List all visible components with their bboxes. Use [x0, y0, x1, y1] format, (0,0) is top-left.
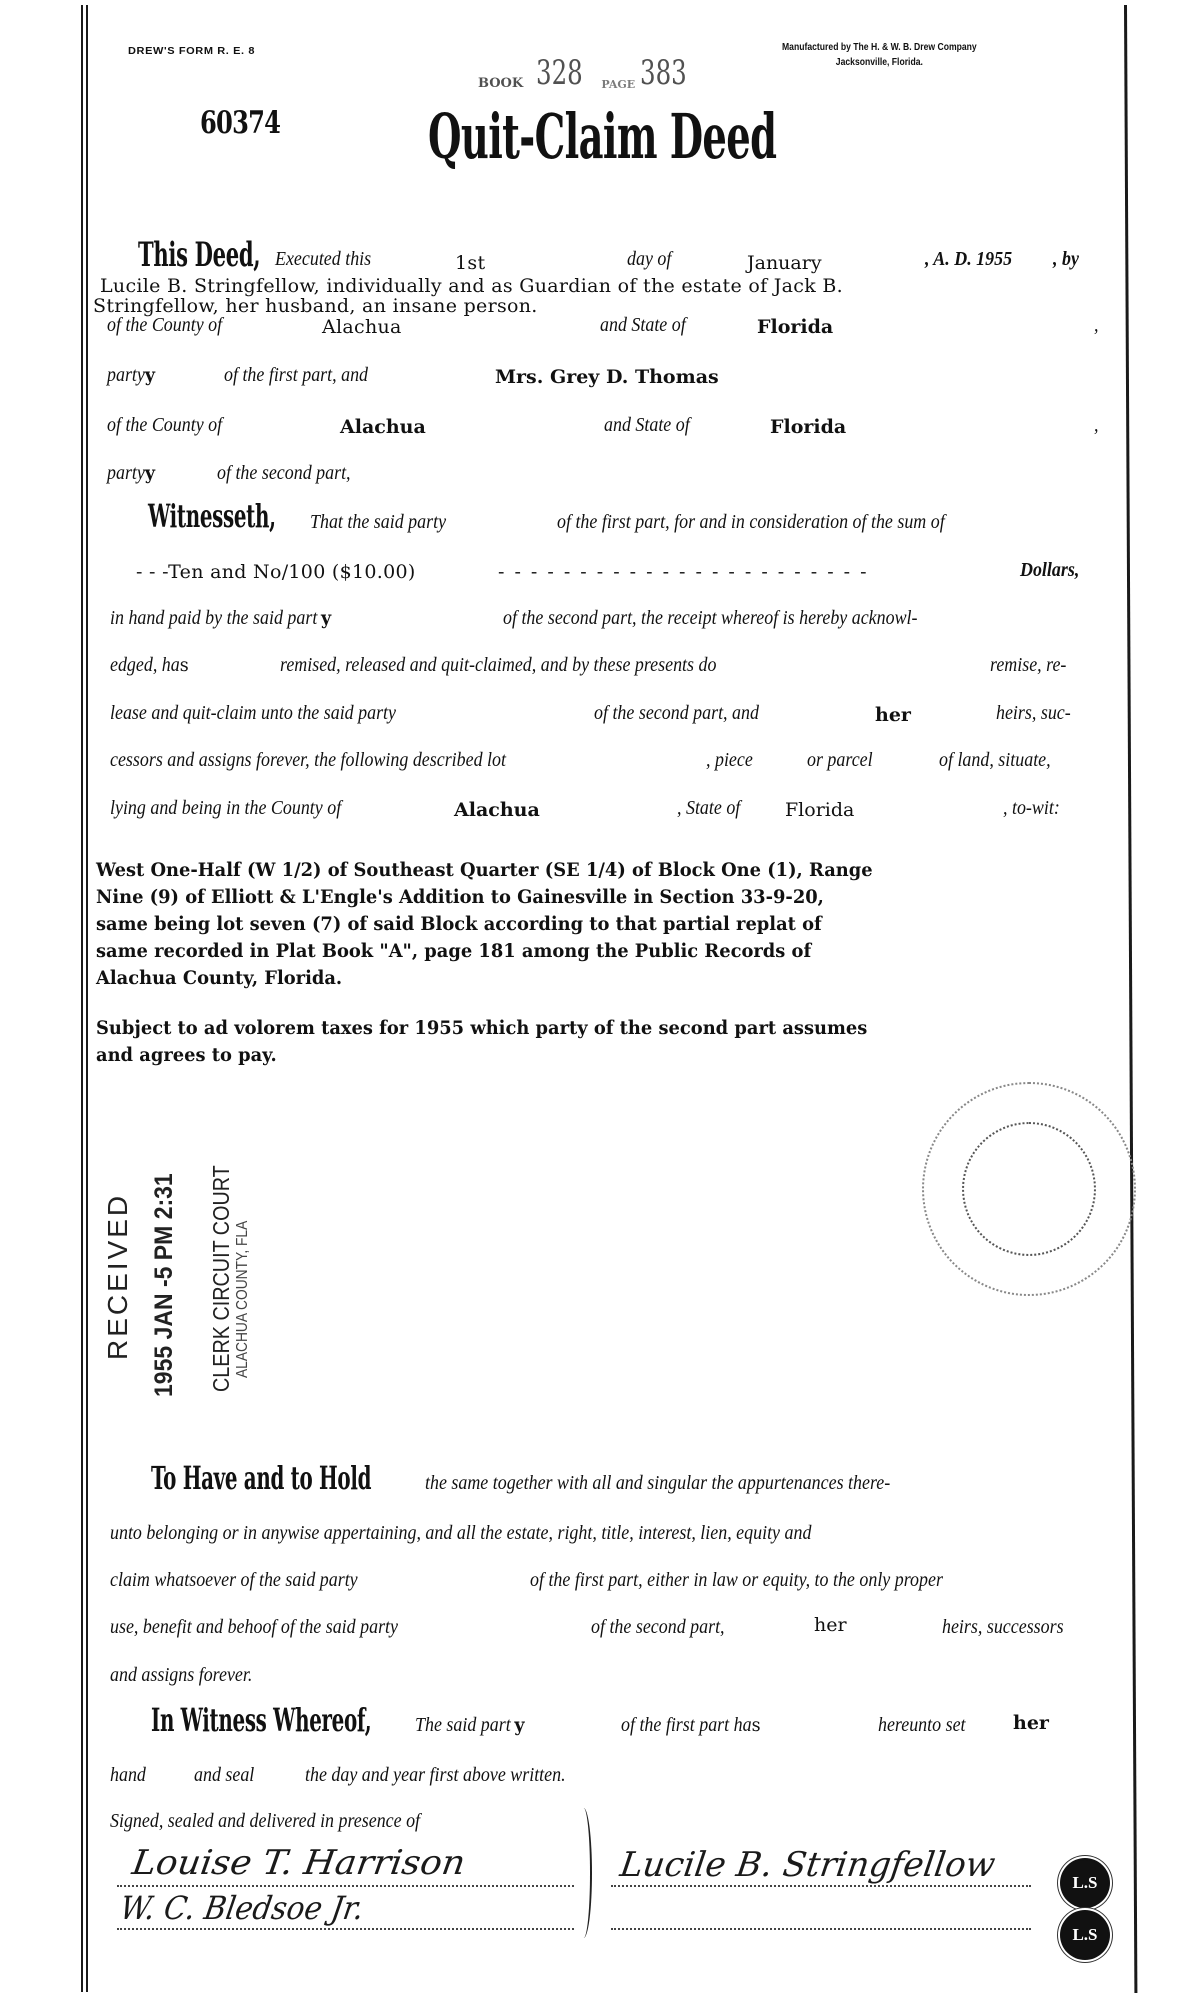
grantee-comma: ,: [1094, 415, 1099, 436]
party-suffix: y: [320, 607, 332, 629]
habendum-line-4a: use, benefit and behoof of the said party: [110, 1617, 399, 1638]
habendum-line-3a: claim whatsoever of the said party: [110, 1570, 358, 1591]
grantor-name-line-2: Stringfellow, her husband, an insane person.: [93, 295, 538, 317]
day-of-label: day of: [627, 249, 672, 270]
page-border-right: [1124, 5, 1137, 1993]
witnesseth-line-2b: remised, released and quit-claimed, and by these presents do: [280, 655, 717, 676]
executed-this-label: Executed this: [275, 249, 372, 270]
party-suffix: y: [514, 1714, 525, 1736]
has-suffix: s: [751, 1714, 761, 1736]
party-suffix: y: [144, 462, 156, 484]
party-suffix: y: [144, 364, 156, 386]
witnesseth-line-4b: , piece: [706, 750, 753, 771]
testimonium-hand: hand: [110, 1765, 146, 1786]
tax-clause-line: and agrees to pay.: [96, 1044, 277, 1066]
habendum-line-5: and assigns forever.: [110, 1665, 253, 1686]
manufacturer-info: [782, 40, 977, 70]
anno-domini-year: , A. D. 1955: [925, 249, 1013, 270]
manufacturer-line-1: Manufactured by The H. & W. B. Drew Company: [782, 41, 977, 53]
this-deed-heading: This Deed,: [138, 235, 261, 275]
book-number: 328: [536, 53, 584, 93]
party-text: party: [107, 463, 145, 484]
property-county: Alachua: [454, 799, 540, 821]
testimonium-line-2c: the day and year first above written.: [305, 1765, 566, 1786]
grantor-county: Alachua: [322, 316, 402, 338]
tax-clause-line: Subject to ad volorem taxes for 1955 which party of the second part assumes: [96, 1017, 868, 1039]
witnesseth-line-3b: of the second part, and: [594, 703, 759, 724]
witnesseth-line-5c: , State of: [677, 798, 741, 819]
habendum-line-4d: heirs, successors: [942, 1617, 1064, 1638]
grantee-pronoun: her: [875, 704, 911, 726]
by-label: , by: [1053, 249, 1079, 270]
grantor-signature: Lucile B. Stringfellow: [617, 1845, 998, 1885]
consideration-label: of the first part, for and in consideration of the sum of: [557, 512, 945, 533]
page-border-left-outer: [81, 5, 83, 1992]
second-signature-line: [611, 1928, 1031, 1930]
tax-clause: [96, 1015, 867, 1069]
received-text: RECEIVED: [102, 1192, 133, 1360]
party-first-label: [107, 366, 155, 386]
grantee-state: Florida: [770, 416, 847, 438]
witnesseth-line-4a: cessors and assigns forever, the following described lot: [110, 750, 506, 771]
habendum-line-3b: of the first part, either in law or equity, to the only proper: [530, 1570, 943, 1591]
legal-description: [96, 857, 873, 992]
that-said-party-label: That the said party: [310, 512, 447, 533]
testimonium-line-1c: hereunto set: [878, 1715, 966, 1736]
document-title: Quit-Claim Deed: [428, 100, 777, 173]
legal-line: Alachua County, Florida.: [96, 967, 343, 989]
witnesseth-line-1b: of the second part, the receipt whereof is hereby acknowl-: [503, 608, 918, 629]
habendum-line-4b: of the second part,: [591, 1617, 725, 1638]
grantee-state-label: and State of: [604, 415, 690, 436]
grantor-comma: ,: [1094, 315, 1099, 336]
witnesseth-heading: Witnesseth,: [148, 497, 276, 535]
signed-in-presence-label: Signed, sealed and delivered in presence of: [110, 1811, 421, 1832]
grantor-name-line-1: Lucile B. Stringfellow, individually and as Guardian of the estate of Jack B.: [100, 275, 844, 297]
received-datetime: 1955 JAN -5 PM 2:31: [150, 1173, 178, 1397]
consideration-amount: - - -Ten and No/100 ($10.00): [136, 561, 416, 583]
seal-label: L.S: [1072, 1925, 1098, 1944]
page-border-left-inner: [86, 5, 88, 1992]
witness-1-signature: Louise T. Harrison: [129, 1843, 468, 1883]
property-state: Florida: [785, 799, 855, 821]
witnesseth-line-4d: of land, situate,: [939, 750, 1051, 771]
grantee-county-label: of the County of: [107, 415, 223, 436]
testimonium-pronoun: her: [1013, 1712, 1049, 1734]
witnesseth-line-1a: [110, 609, 331, 629]
grantor-signature-line: [611, 1885, 1031, 1887]
witnesseth-line-2a: [110, 656, 189, 676]
party-text: party: [107, 365, 145, 386]
manufacturer-line-2: Jacksonville, Florida.: [835, 56, 923, 68]
page-number: 383: [640, 53, 687, 93]
grantor-state: Florida: [757, 316, 834, 338]
form-text: of the first part ha: [621, 1715, 752, 1736]
witness-bracket: [578, 1808, 592, 1938]
legal-line: West One-Half (W 1/2) of Southeast Quarter (SE 1/4) of Block One (1), Range: [96, 859, 873, 881]
testimonium-line-1a: [415, 1716, 525, 1736]
execution-month: January: [747, 252, 822, 274]
witness-2-signature-line: [117, 1928, 574, 1930]
grantee-county: Alachua: [340, 416, 426, 438]
witnesseth-line-2c: remise, re-: [990, 655, 1067, 676]
legal-line: Nine (9) of Elliott & L'Engle's Addition to Gainesville in Section 33-9-20,: [96, 886, 824, 908]
has-suffix: s: [179, 654, 189, 676]
grantor-county-label: of the County of: [107, 315, 223, 336]
to-wit-label: , to-wit:: [1003, 798, 1060, 819]
grantee-name: Mrs. Grey D. Thomas: [495, 366, 719, 388]
witnesseth-line-3a: lease and quit-claim unto the said party: [110, 703, 397, 724]
form-id: DREW'S FORM R. E. 8: [128, 45, 256, 57]
legal-line: same being lot seven (7) of said Block according to that partial replat of: [96, 913, 822, 935]
document-number: 60374: [200, 105, 281, 141]
clerk-office: CLERK CIRCUIT COURT: [208, 1165, 234, 1392]
book-page-stamp: [478, 53, 705, 93]
witnesseth-line-5a: lying and being in the County of: [110, 798, 342, 819]
of-second-part-label: of the second part,: [217, 463, 351, 484]
party-second-label: [107, 464, 155, 484]
clerk-county: ALACHUA COUNTY, FLA: [234, 1220, 251, 1378]
habendum-pronoun: her: [814, 1614, 847, 1636]
habendum-line-2: unto belonging or in anywise appertaining, and all the estate, right, title, interest, lien, equity and: [110, 1523, 812, 1544]
grantor-state-label: and State of: [600, 315, 686, 336]
of-first-part-label: of the first part, and: [224, 365, 369, 386]
testimonium-and-seal: and seal: [194, 1765, 255, 1786]
ls-seal-icon: [1062, 1912, 1108, 1958]
page-label: PAGE: [601, 78, 636, 91]
witness-2-signature: W. C. Bledsoe Jr.: [117, 1889, 367, 1927]
form-text: The said part: [415, 1715, 511, 1736]
witnesseth-line-4c: or parcel: [807, 750, 873, 771]
witness-1-signature-line: [117, 1885, 574, 1887]
habendum-line-1: the same together with all and singular the appurtenances there-: [425, 1473, 891, 1494]
witnesseth-line-3d: heirs, suc-: [996, 703, 1071, 724]
ls-seal-icon: [1062, 1860, 1108, 1906]
form-text: edged, ha: [110, 655, 180, 676]
execution-day: 1st: [455, 252, 486, 274]
dollars-label: Dollars,: [1020, 560, 1080, 581]
testimonium-line-1b: [621, 1716, 761, 1736]
seal-label: L.S: [1072, 1873, 1098, 1892]
form-text: in hand paid by the said part: [110, 608, 318, 629]
to-have-and-to-hold-heading: To Have and to Hold: [151, 1459, 372, 1497]
in-witness-whereof-heading: In Witness Whereof,: [151, 1701, 372, 1739]
legal-line: same recorded in Plat Book "A", page 181 among the Public Records of: [96, 940, 812, 962]
book-label: BOOK: [478, 76, 524, 91]
amount-dash-fill: - - - - - - - - - - - - - - - - - - - - - - -: [498, 561, 869, 583]
